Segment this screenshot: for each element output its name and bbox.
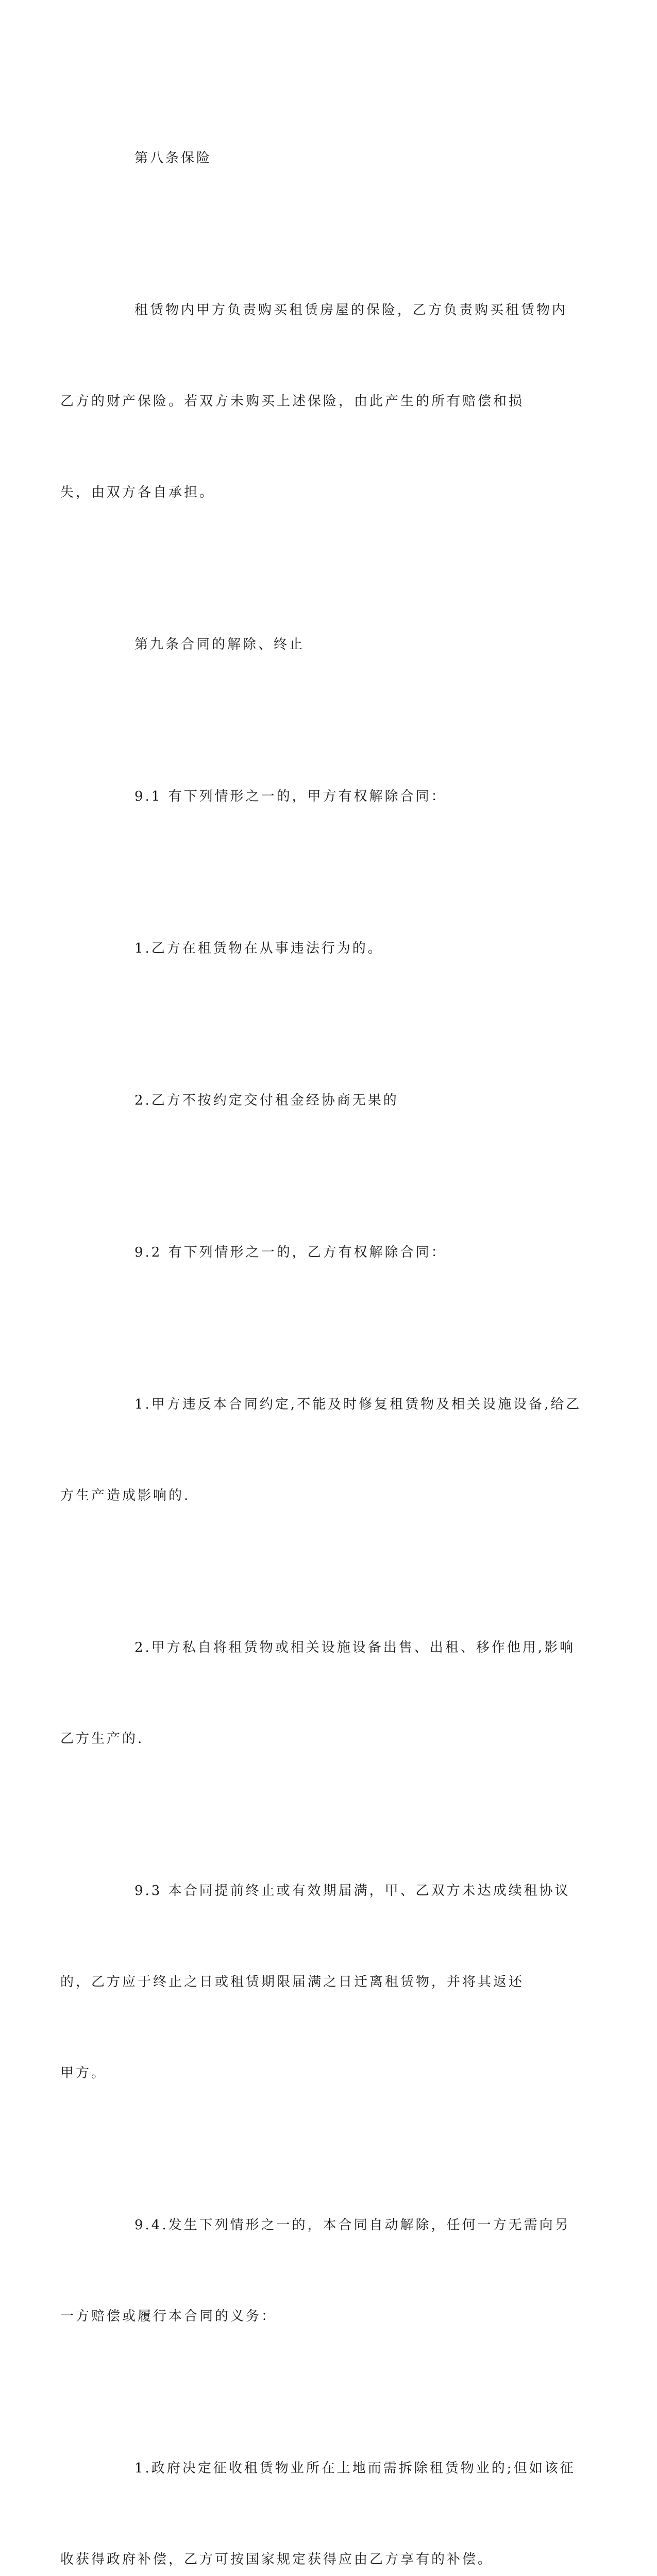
text-line: 收获得政府补偿，乙方可按国家规定获得应由乙方享有的补偿。 (60, 2552, 494, 2567)
clause-9-1-item-2 (97, 1025, 549, 1177)
clause-9-1-item-1 (97, 873, 549, 1025)
text-line: 9.3 本合同提前终止或有效期届满，甲、乙双方未达成续租协议 (134, 1883, 570, 1899)
section-heading-8 (97, 82, 549, 234)
clause-9-3 (60, 1815, 570, 2149)
text-line: 9.1 有下列情形之一的，甲方有权解除合同： (134, 789, 447, 804)
text-line: 9.2 有下列情形之一的，乙方有权解除合同： (134, 1245, 447, 1260)
text-line: 的，乙方应于终止之日或租赁期限届满之日迁离租赁物，并将其返还 (60, 1974, 525, 1990)
clause-9-1 (97, 721, 549, 873)
document-body (60, 82, 582, 2576)
clause-9-4 (60, 2149, 570, 2393)
clause-9-2 (97, 1177, 549, 1329)
text-line: 9.4.发生下列情形之一的，本合同自动解除，任何一方无需向另 (134, 2217, 570, 2233)
text-line: 1.乙方在租赁物在从事违法行为的。 (134, 941, 383, 956)
clause-9-2-item-2 (60, 1572, 576, 1815)
text-line: 失，由双方各自承担。 (60, 485, 215, 500)
text-line: 乙方生产的. (60, 1731, 144, 1747)
clause-9-2-item-1 (60, 1329, 582, 1572)
text-line: 租赁物内甲方负责购买租赁房屋的保险，乙方负责购买租赁物内 (134, 302, 568, 318)
text-line: 第八条保险 (134, 150, 212, 166)
text-line: 乙方的财产保险。若双方未购买上述保险，由此产生的所有赔偿和损 (60, 394, 525, 409)
clause-9-4-item-1 (60, 2393, 576, 2576)
text-line: 甲方。 (60, 2065, 107, 2081)
text-line: 一方赔偿或履行本合同的义务： (60, 2309, 277, 2324)
text-line: 2.乙方不按约定交付租金经协商无果的 (134, 1093, 399, 1108)
section-heading-9 (97, 569, 549, 721)
text-line: 第九条合同的解除、终止 (134, 637, 305, 652)
text-line: 1.甲方违反本合同约定,不能及时修复租赁物及相关设施设备,给乙 (134, 1397, 582, 1412)
text-line: 1.政府决定征收租赁物业所在土地而需拆除租赁物业的;但如该征 (134, 2461, 576, 2476)
text-line: 方生产造成影响的. (60, 1488, 191, 1503)
paragraph-insurance (60, 234, 568, 569)
text-line: 2.甲方私自将租赁物或相关设施设备出售、出租、移作他用,影响 (134, 1640, 576, 1655)
